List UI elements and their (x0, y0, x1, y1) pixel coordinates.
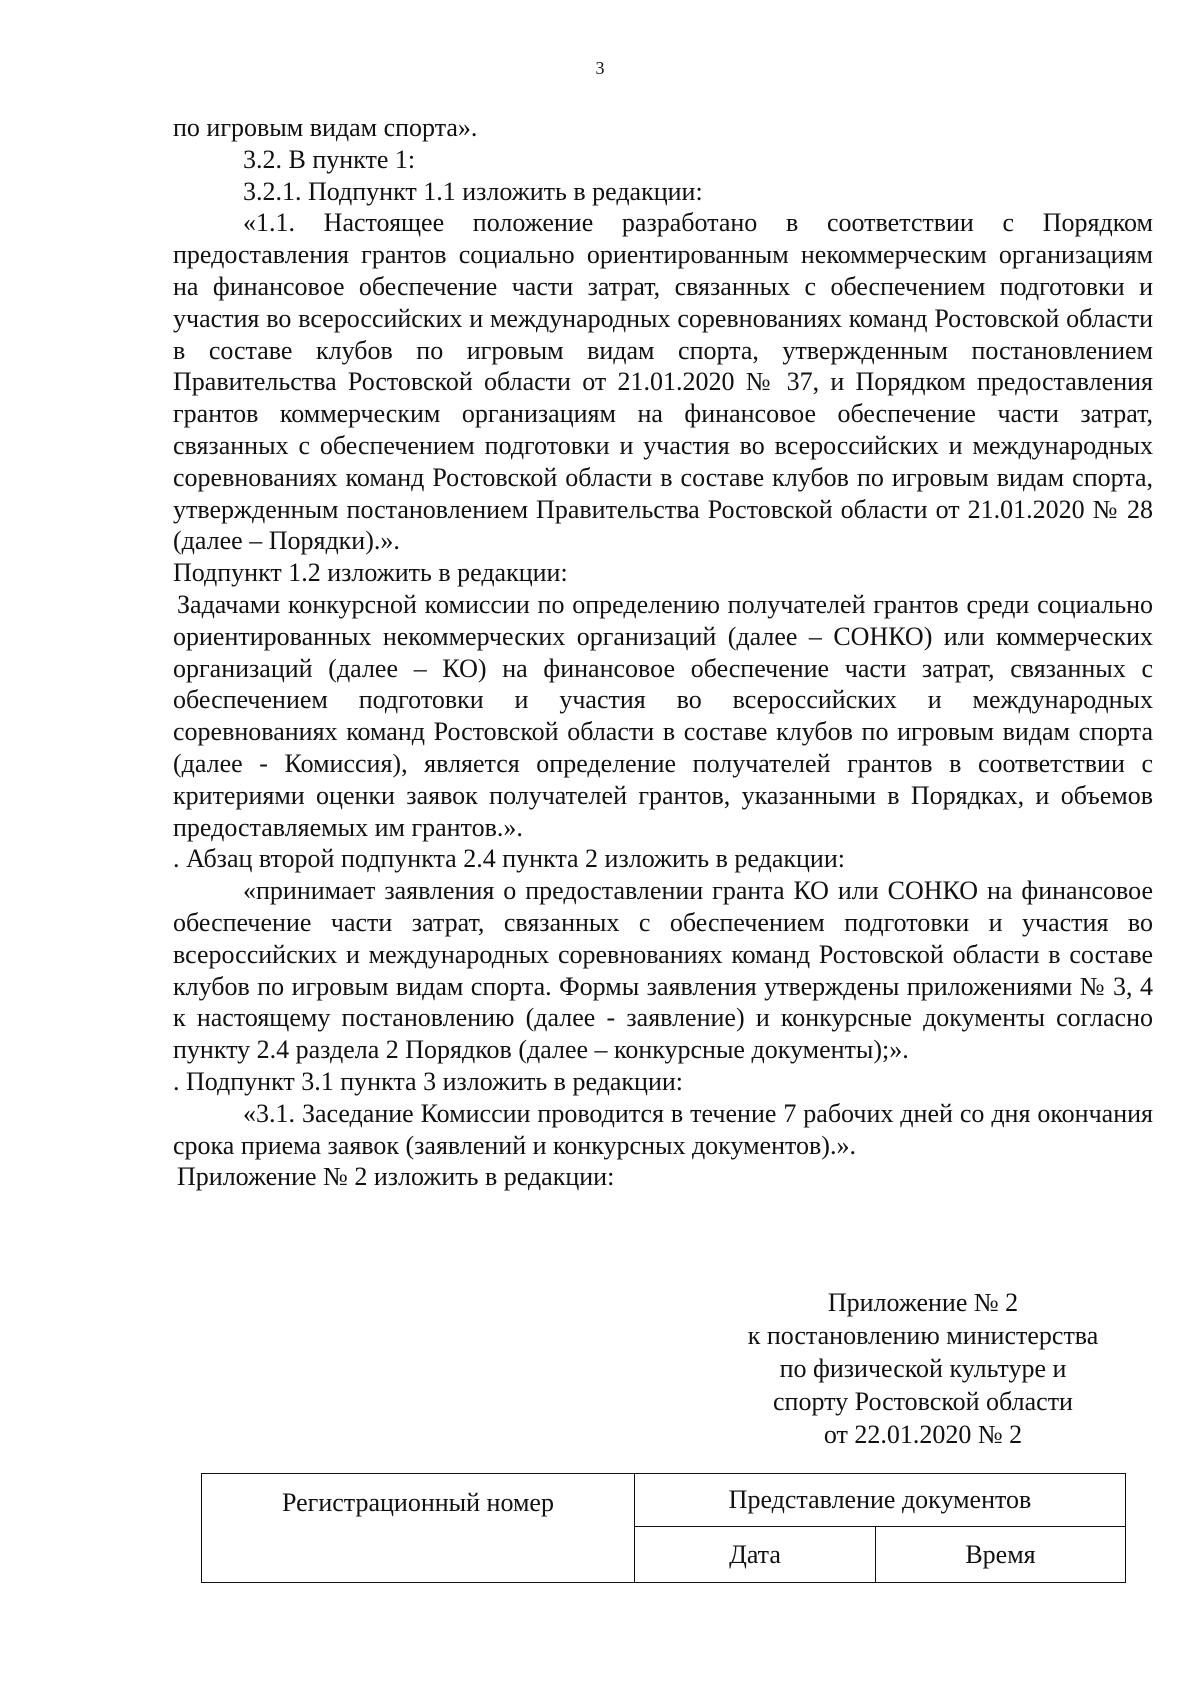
paragraph-quote-1-1: «1.1. Настоящее положение разработано в соответствии с Порядком предоставления грантов социально ориентированным некоммерческим организациям на финансовое обеспечение части затрат, связанных с обеспечением подготовки и участия во всероссийских и международных соревнованиях команд Ростовской области в составе клубов по игровым видам спорта, утвержденным постановлением Правительства Ростовской области от 21.01.2020 № 37, и Порядком предоставления грантов коммерческим организациям на финансовое обеспечение части затрат, связанных с обеспечением подготовки и участия во всероссийских и международных соревнованиях команд Ростовской области в составе клубов по игровым видам спорта, утвержденным постановлением Правительства Ростовской области от 21.01.2020 № 28 (далее – Порядки).». (173, 208, 1153, 556)
paragraph-item-3-2-1: 3.2.1. Подпункт 1.1 изложить в редакции: (243, 176, 703, 206)
appendix-line: спорту Ростовской области (773, 1387, 1073, 1416)
paragraph-quote-3-1: «3.1. Заседание Комиссии проводится в течение 7 рабочих дней со дня окончания срока приема заявок (заявлений и конкурсных документов).». (173, 1098, 1153, 1160)
paragraph-item-3-2: 3.2. В пункте 1: (243, 144, 416, 174)
document-body (173, 112, 1153, 1193)
appendix-line: к постановлению министерства (747, 1321, 1099, 1350)
paragraph-subitem-2-4: . Абзац второй подпункта 2.4 пункта 2 изложить в редакции: (173, 844, 845, 874)
paragraph-accepts-applications: «принимает заявления о предоставлении гранта КО или СОНКО на финансовое обеспечение части затрат, связанных с обеспечением подготовки и участия во всероссийских и международных соревнованиях команд Ростовской области в составе клубов по игровым видам спорта. Формы заявления утверждены приложениями № 3, 4 к настоящему постановлению (далее - заявление) и конкурсные документы согласно пункту 2.4 раздела 2 Порядков (далее – конкурсные документы);». (173, 876, 1153, 1065)
header-date: Дата (635, 1527, 876, 1583)
table-row (202, 1474, 1126, 1527)
paragraph-appendix-2: Приложение № 2 изложить в редакции: (177, 1162, 615, 1192)
page-number: 3 (595, 58, 605, 78)
header-reg-number (202, 1474, 635, 1583)
paragraph-commission-tasks: Задачами конкурсной комиссии по определению получателей грантов среди социально ориентированных некоммерческих организаций (далее – СОНКО) или коммерческих организаций (далее – КО) на финансовое обеспечение части затрат, связанных с обеспечением подготовки и участия во всероссийских и международных соревнованиях команд Ростовской области в составе клубов по игровым видам спорта (далее - Комиссия), является определение получателей грантов в соответствии с критериями оценки заявок получателей грантов, указанными в Порядках, и объемов предоставляемых им грантов.». (173, 589, 1153, 842)
header-reg-number-label: Регистрационный номер (282, 1488, 554, 1517)
appendix-line: Приложение № 2 (827, 1288, 1019, 1317)
appendix-line: от 22.01.2020 № 2 (823, 1420, 1023, 1449)
appendix-header (708, 1286, 1138, 1451)
paragraph-subitem-1-2: Подпункт 1.2 изложить в редакции: (173, 558, 568, 588)
registration-table (201, 1473, 1126, 1583)
header-docs-submission: Представление документов (635, 1474, 1126, 1527)
paragraph-subitem-3-1: . Подпункт 3.1 пункта 3 изложить в редакции: (173, 1066, 684, 1096)
paragraph-continuation: по игровым видам спорта». (173, 113, 478, 142)
header-time: Время (876, 1527, 1126, 1583)
appendix-line: по физической культуре и (779, 1354, 1067, 1383)
